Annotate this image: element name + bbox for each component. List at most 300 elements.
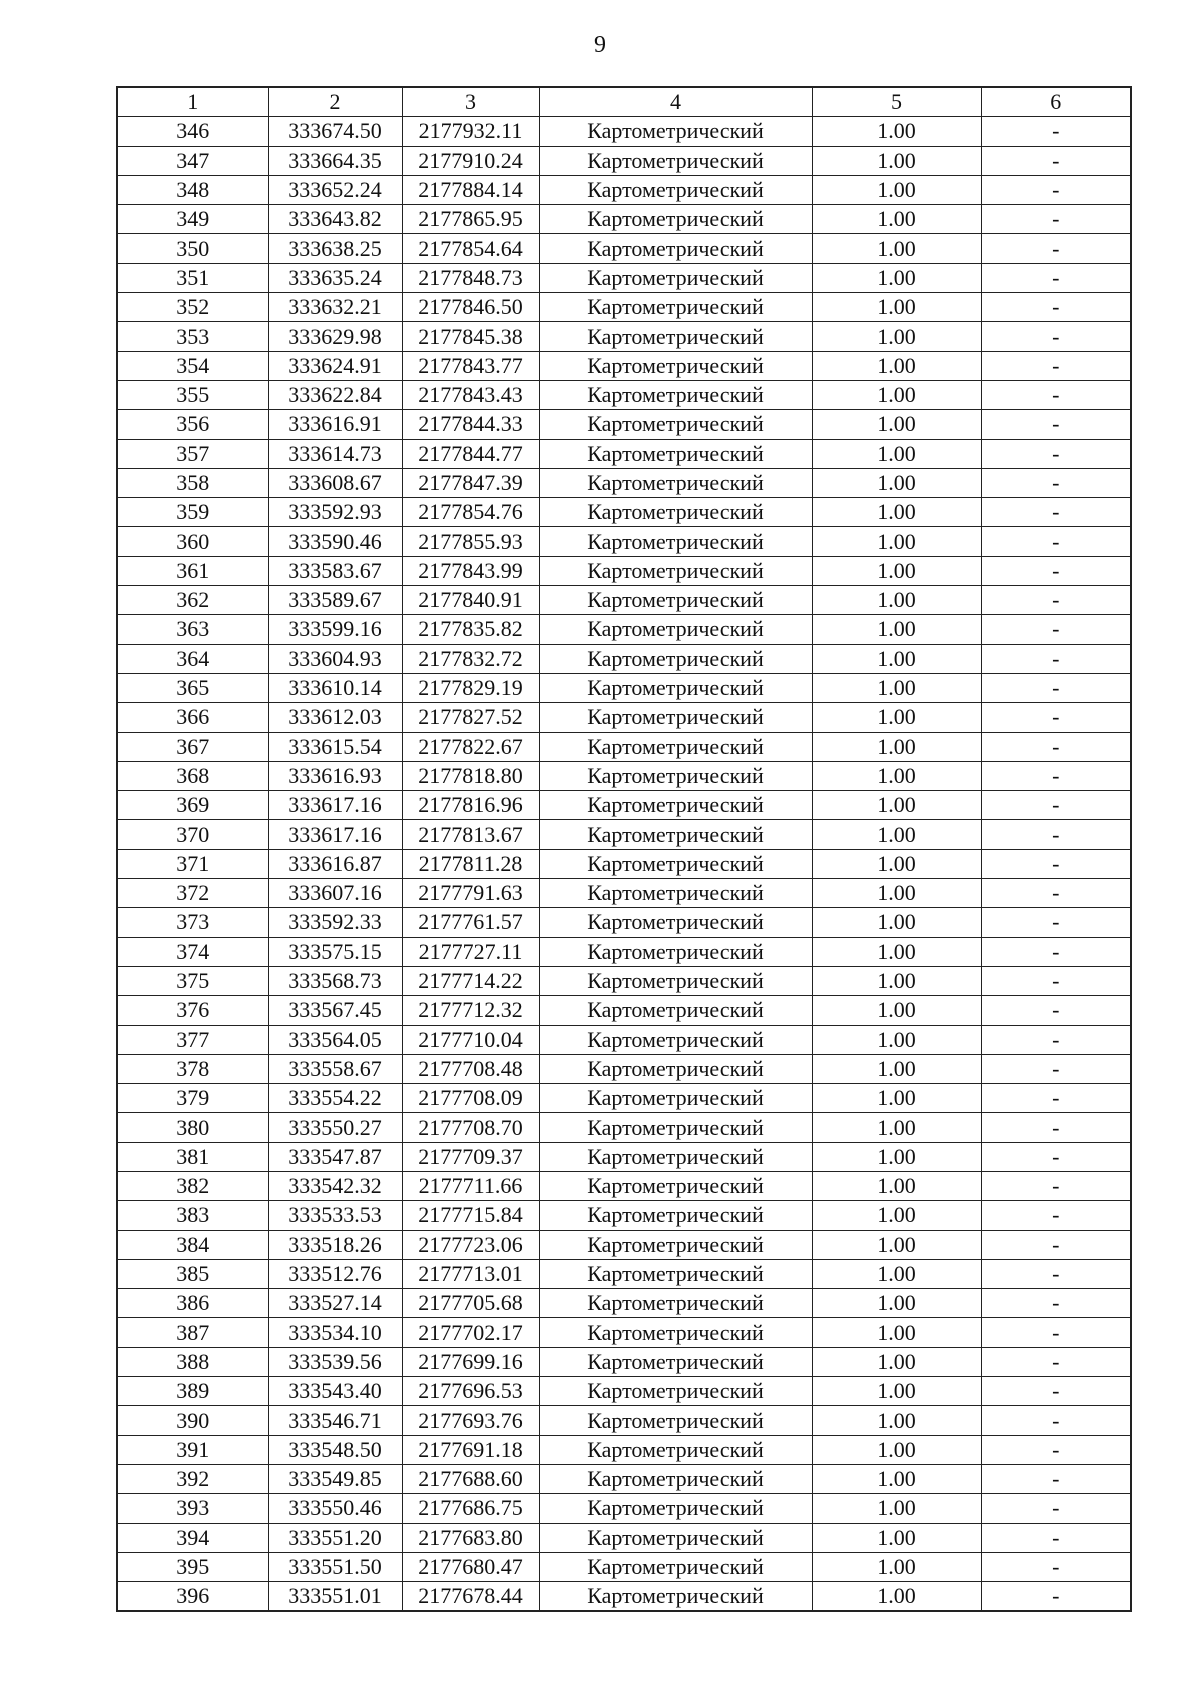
x-coordinate-cell: 333617.16 <box>268 791 402 820</box>
point-number-cell: 386 <box>117 1289 268 1318</box>
y-coordinate-cell: 2177708.48 <box>402 1054 539 1083</box>
note-cell: - <box>981 1289 1131 1318</box>
table-header-row <box>117 87 1131 117</box>
accuracy-cell: 1.00 <box>812 615 981 644</box>
x-coordinate-cell: 333629.98 <box>268 322 402 351</box>
table-row <box>117 439 1131 468</box>
x-coordinate-cell: 333551.50 <box>268 1552 402 1581</box>
x-coordinate-cell: 333589.67 <box>268 586 402 615</box>
note-cell: - <box>981 1113 1131 1142</box>
accuracy-cell: 1.00 <box>812 1084 981 1113</box>
y-coordinate-cell: 2177822.67 <box>402 732 539 761</box>
table-row <box>117 380 1131 409</box>
note-cell: - <box>981 410 1131 439</box>
table-row <box>117 1464 1131 1493</box>
table-row <box>117 937 1131 966</box>
table-row <box>117 527 1131 556</box>
column-header: 5 <box>812 87 981 117</box>
method-cell: Картометрический <box>539 556 812 585</box>
note-cell: - <box>981 996 1131 1025</box>
method-cell: Картометрический <box>539 820 812 849</box>
table-row <box>117 908 1131 937</box>
note-cell: - <box>981 761 1131 790</box>
x-coordinate-cell: 333550.46 <box>268 1494 402 1523</box>
method-cell: Картометрический <box>539 322 812 351</box>
y-coordinate-cell: 2177844.77 <box>402 439 539 468</box>
note-cell: - <box>981 1347 1131 1376</box>
y-coordinate-cell: 2177678.44 <box>402 1582 539 1612</box>
y-coordinate-cell: 2177835.82 <box>402 615 539 644</box>
table-row <box>117 1054 1131 1083</box>
x-coordinate-cell: 333674.50 <box>268 117 402 146</box>
point-number-cell: 392 <box>117 1464 268 1493</box>
method-cell: Картометрический <box>539 410 812 439</box>
y-coordinate-cell: 2177845.38 <box>402 322 539 351</box>
point-number-cell: 346 <box>117 117 268 146</box>
table-row <box>117 1142 1131 1171</box>
table-row <box>117 586 1131 615</box>
x-coordinate-cell: 333610.14 <box>268 673 402 702</box>
y-coordinate-cell: 2177848.73 <box>402 263 539 292</box>
x-coordinate-cell: 333614.73 <box>268 439 402 468</box>
x-coordinate-cell: 333554.22 <box>268 1084 402 1113</box>
table-row <box>117 322 1131 351</box>
accuracy-cell: 1.00 <box>812 293 981 322</box>
point-number-cell: 391 <box>117 1435 268 1464</box>
point-number-cell: 352 <box>117 293 268 322</box>
x-coordinate-cell: 333616.87 <box>268 849 402 878</box>
y-coordinate-cell: 2177711.66 <box>402 1171 539 1200</box>
x-coordinate-cell: 333512.76 <box>268 1259 402 1288</box>
table-row <box>117 556 1131 585</box>
method-cell: Картометрический <box>539 146 812 175</box>
table-row <box>117 1318 1131 1347</box>
accuracy-cell: 1.00 <box>812 673 981 702</box>
accuracy-cell: 1.00 <box>812 468 981 497</box>
note-cell: - <box>981 556 1131 585</box>
x-coordinate-cell: 333518.26 <box>268 1230 402 1259</box>
note-cell: - <box>981 1523 1131 1552</box>
point-number-cell: 379 <box>117 1084 268 1113</box>
x-coordinate-cell: 333548.50 <box>268 1435 402 1464</box>
note-cell: - <box>981 586 1131 615</box>
point-number-cell: 387 <box>117 1318 268 1347</box>
accuracy-cell: 1.00 <box>812 996 981 1025</box>
accuracy-cell: 1.00 <box>812 1025 981 1054</box>
note-cell: - <box>981 615 1131 644</box>
accuracy-cell: 1.00 <box>812 791 981 820</box>
method-cell: Картометрический <box>539 1523 812 1552</box>
x-coordinate-cell: 333599.16 <box>268 615 402 644</box>
table-row <box>117 673 1131 702</box>
y-coordinate-cell: 2177884.14 <box>402 175 539 204</box>
x-coordinate-cell: 333550.27 <box>268 1113 402 1142</box>
accuracy-cell: 1.00 <box>812 1142 981 1171</box>
x-coordinate-cell: 333612.03 <box>268 703 402 732</box>
method-cell: Картометрический <box>539 615 812 644</box>
accuracy-cell: 1.00 <box>812 1494 981 1523</box>
table-row <box>117 791 1131 820</box>
note-cell: - <box>981 908 1131 937</box>
method-cell: Картометрический <box>539 1142 812 1171</box>
method-cell: Картометрический <box>539 791 812 820</box>
note-cell: - <box>981 1318 1131 1347</box>
y-coordinate-cell: 2177708.09 <box>402 1084 539 1113</box>
accuracy-cell: 1.00 <box>812 1406 981 1435</box>
y-coordinate-cell: 2177686.75 <box>402 1494 539 1523</box>
point-number-cell: 357 <box>117 439 268 468</box>
x-coordinate-cell: 333534.10 <box>268 1318 402 1347</box>
method-cell: Картометрический <box>539 1347 812 1376</box>
y-coordinate-cell: 2177827.52 <box>402 703 539 732</box>
x-coordinate-cell: 333527.14 <box>268 1289 402 1318</box>
accuracy-cell: 1.00 <box>812 322 981 351</box>
x-coordinate-cell: 333575.15 <box>268 937 402 966</box>
column-header: 2 <box>268 87 402 117</box>
accuracy-cell: 1.00 <box>812 439 981 468</box>
table-body <box>117 117 1131 1612</box>
accuracy-cell: 1.00 <box>812 410 981 439</box>
table-row <box>117 1406 1131 1435</box>
accuracy-cell: 1.00 <box>812 937 981 966</box>
column-header: 4 <box>539 87 812 117</box>
x-coordinate-cell: 333546.71 <box>268 1406 402 1435</box>
accuracy-cell: 1.00 <box>812 556 981 585</box>
point-number-cell: 362 <box>117 586 268 615</box>
y-coordinate-cell: 2177702.17 <box>402 1318 539 1347</box>
note-cell: - <box>981 234 1131 263</box>
y-coordinate-cell: 2177843.77 <box>402 351 539 380</box>
accuracy-cell: 1.00 <box>812 527 981 556</box>
method-cell: Картометрический <box>539 644 812 673</box>
note-cell: - <box>981 263 1131 292</box>
point-number-cell: 381 <box>117 1142 268 1171</box>
table-row <box>117 879 1131 908</box>
table-row <box>117 1259 1131 1288</box>
point-number-cell: 385 <box>117 1259 268 1288</box>
table-row <box>117 498 1131 527</box>
point-number-cell: 390 <box>117 1406 268 1435</box>
y-coordinate-cell: 2177816.96 <box>402 791 539 820</box>
method-cell: Картометрический <box>539 1084 812 1113</box>
point-number-cell: 348 <box>117 175 268 204</box>
table-row <box>117 996 1131 1025</box>
x-coordinate-cell: 333632.21 <box>268 293 402 322</box>
point-number-cell: 383 <box>117 1201 268 1230</box>
point-number-cell: 347 <box>117 146 268 175</box>
point-number-cell: 363 <box>117 615 268 644</box>
x-coordinate-cell: 333539.56 <box>268 1347 402 1376</box>
point-number-cell: 358 <box>117 468 268 497</box>
table-row <box>117 205 1131 234</box>
y-coordinate-cell: 2177691.18 <box>402 1435 539 1464</box>
method-cell: Картометрический <box>539 996 812 1025</box>
x-coordinate-cell: 333590.46 <box>268 527 402 556</box>
method-cell: Картометрический <box>539 1201 812 1230</box>
method-cell: Картометрический <box>539 1025 812 1054</box>
method-cell: Картометрический <box>539 1289 812 1318</box>
table-row <box>117 1201 1131 1230</box>
method-cell: Картометрический <box>539 380 812 409</box>
point-number-cell: 356 <box>117 410 268 439</box>
accuracy-cell: 1.00 <box>812 879 981 908</box>
point-number-cell: 367 <box>117 732 268 761</box>
method-cell: Картометрический <box>539 732 812 761</box>
x-coordinate-cell: 333635.24 <box>268 263 402 292</box>
note-cell: - <box>981 820 1131 849</box>
method-cell: Картометрический <box>539 117 812 146</box>
page-number: 9 <box>594 32 606 58</box>
table-row <box>117 117 1131 146</box>
method-cell: Картометрический <box>539 1230 812 1259</box>
table-row <box>117 849 1131 878</box>
point-number-cell: 377 <box>117 1025 268 1054</box>
x-coordinate-cell: 333652.24 <box>268 175 402 204</box>
y-coordinate-cell: 2177714.22 <box>402 966 539 995</box>
note-cell: - <box>981 879 1131 908</box>
method-cell: Картометрический <box>539 234 812 263</box>
table-row <box>117 1289 1131 1318</box>
note-cell: - <box>981 439 1131 468</box>
accuracy-cell: 1.00 <box>812 1464 981 1493</box>
accuracy-cell: 1.00 <box>812 761 981 790</box>
x-coordinate-cell: 333638.25 <box>268 234 402 263</box>
accuracy-cell: 1.00 <box>812 1201 981 1230</box>
table-row <box>117 1552 1131 1581</box>
x-coordinate-cell: 333542.32 <box>268 1171 402 1200</box>
method-cell: Картометрический <box>539 703 812 732</box>
method-cell: Картометрический <box>539 908 812 937</box>
method-cell: Картометрический <box>539 1377 812 1406</box>
table-row <box>117 1582 1131 1612</box>
note-cell: - <box>981 1201 1131 1230</box>
point-number-cell: 353 <box>117 322 268 351</box>
table-row <box>117 820 1131 849</box>
x-coordinate-cell: 333616.91 <box>268 410 402 439</box>
y-coordinate-cell: 2177843.99 <box>402 556 539 585</box>
point-number-cell: 375 <box>117 966 268 995</box>
accuracy-cell: 1.00 <box>812 966 981 995</box>
accuracy-cell: 1.00 <box>812 644 981 673</box>
y-coordinate-cell: 2177811.28 <box>402 849 539 878</box>
point-number-cell: 359 <box>117 498 268 527</box>
accuracy-cell: 1.00 <box>812 1435 981 1464</box>
method-cell: Картометрический <box>539 1435 812 1464</box>
x-coordinate-cell: 333547.87 <box>268 1142 402 1171</box>
accuracy-cell: 1.00 <box>812 234 981 263</box>
table-row <box>117 263 1131 292</box>
method-cell: Картометрический <box>539 1464 812 1493</box>
column-header: 6 <box>981 87 1131 117</box>
coordinates-table <box>116 86 1132 1612</box>
x-coordinate-cell: 333615.54 <box>268 732 402 761</box>
note-cell: - <box>981 849 1131 878</box>
method-cell: Картометрический <box>539 293 812 322</box>
point-number-cell: 364 <box>117 644 268 673</box>
y-coordinate-cell: 2177708.70 <box>402 1113 539 1142</box>
y-coordinate-cell: 2177713.01 <box>402 1259 539 1288</box>
table-row <box>117 351 1131 380</box>
note-cell: - <box>981 1084 1131 1113</box>
note-cell: - <box>981 527 1131 556</box>
accuracy-cell: 1.00 <box>812 1377 981 1406</box>
point-number-cell: 351 <box>117 263 268 292</box>
point-number-cell: 355 <box>117 380 268 409</box>
x-coordinate-cell: 333549.85 <box>268 1464 402 1493</box>
note-cell: - <box>981 966 1131 995</box>
table-row <box>117 615 1131 644</box>
point-number-cell: 372 <box>117 879 268 908</box>
point-number-cell: 368 <box>117 761 268 790</box>
x-coordinate-cell: 333564.05 <box>268 1025 402 1054</box>
accuracy-cell: 1.00 <box>812 1054 981 1083</box>
x-coordinate-cell: 333533.53 <box>268 1201 402 1230</box>
accuracy-cell: 1.00 <box>812 1347 981 1376</box>
note-cell: - <box>981 351 1131 380</box>
x-coordinate-cell: 333543.40 <box>268 1377 402 1406</box>
y-coordinate-cell: 2177840.91 <box>402 586 539 615</box>
table-row <box>117 1377 1131 1406</box>
method-cell: Картометрический <box>539 205 812 234</box>
method-cell: Картометрический <box>539 937 812 966</box>
method-cell: Картометрический <box>539 1259 812 1288</box>
note-cell: - <box>981 205 1131 234</box>
y-coordinate-cell: 2177688.60 <box>402 1464 539 1493</box>
note-cell: - <box>981 1054 1131 1083</box>
point-number-cell: 371 <box>117 849 268 878</box>
method-cell: Картометрический <box>539 879 812 908</box>
y-coordinate-cell: 2177761.57 <box>402 908 539 937</box>
x-coordinate-cell: 333608.67 <box>268 468 402 497</box>
point-number-cell: 373 <box>117 908 268 937</box>
method-cell: Картометрический <box>539 1318 812 1347</box>
accuracy-cell: 1.00 <box>812 703 981 732</box>
method-cell: Картометрический <box>539 498 812 527</box>
table-row <box>117 1171 1131 1200</box>
x-coordinate-cell: 333592.33 <box>268 908 402 937</box>
note-cell: - <box>981 703 1131 732</box>
accuracy-cell: 1.00 <box>812 908 981 937</box>
y-coordinate-cell: 2177932.11 <box>402 117 539 146</box>
table-row <box>117 1113 1131 1142</box>
point-number-cell: 365 <box>117 673 268 702</box>
table-row <box>117 175 1131 204</box>
y-coordinate-cell: 2177854.64 <box>402 234 539 263</box>
note-cell: - <box>981 1494 1131 1523</box>
y-coordinate-cell: 2177846.50 <box>402 293 539 322</box>
point-number-cell: 349 <box>117 205 268 234</box>
point-number-cell: 382 <box>117 1171 268 1200</box>
x-coordinate-cell: 333624.91 <box>268 351 402 380</box>
x-coordinate-cell: 333622.84 <box>268 380 402 409</box>
y-coordinate-cell: 2177847.39 <box>402 468 539 497</box>
method-cell: Картометрический <box>539 1171 812 1200</box>
note-cell: - <box>981 1552 1131 1581</box>
table-row <box>117 410 1131 439</box>
point-number-cell: 396 <box>117 1582 268 1612</box>
accuracy-cell: 1.00 <box>812 263 981 292</box>
x-coordinate-cell: 333592.93 <box>268 498 402 527</box>
point-number-cell: 374 <box>117 937 268 966</box>
table-row <box>117 1025 1131 1054</box>
table-row <box>117 761 1131 790</box>
note-cell: - <box>981 468 1131 497</box>
table-row <box>117 1523 1131 1552</box>
y-coordinate-cell: 2177715.84 <box>402 1201 539 1230</box>
y-coordinate-cell: 2177705.68 <box>402 1289 539 1318</box>
x-coordinate-cell: 333617.16 <box>268 820 402 849</box>
table-row <box>117 234 1131 263</box>
accuracy-cell: 1.00 <box>812 849 981 878</box>
y-coordinate-cell: 2177696.53 <box>402 1377 539 1406</box>
point-number-cell: 360 <box>117 527 268 556</box>
column-header: 1 <box>117 87 268 117</box>
accuracy-cell: 1.00 <box>812 732 981 761</box>
method-cell: Картометрический <box>539 1054 812 1083</box>
note-cell: - <box>981 146 1131 175</box>
table-row <box>117 644 1131 673</box>
note-cell: - <box>981 673 1131 702</box>
table-row <box>117 468 1131 497</box>
column-header: 3 <box>402 87 539 117</box>
method-cell: Картометрический <box>539 1494 812 1523</box>
y-coordinate-cell: 2177699.16 <box>402 1347 539 1376</box>
point-number-cell: 366 <box>117 703 268 732</box>
point-number-cell: 369 <box>117 791 268 820</box>
table-row <box>117 1230 1131 1259</box>
x-coordinate-cell: 333568.73 <box>268 966 402 995</box>
x-coordinate-cell: 333551.20 <box>268 1523 402 1552</box>
method-cell: Картометрический <box>539 673 812 702</box>
accuracy-cell: 1.00 <box>812 380 981 409</box>
accuracy-cell: 1.00 <box>812 351 981 380</box>
y-coordinate-cell: 2177727.11 <box>402 937 539 966</box>
point-number-cell: 393 <box>117 1494 268 1523</box>
y-coordinate-cell: 2177813.67 <box>402 820 539 849</box>
y-coordinate-cell: 2177710.04 <box>402 1025 539 1054</box>
y-coordinate-cell: 2177844.33 <box>402 410 539 439</box>
method-cell: Картометрический <box>539 351 812 380</box>
note-cell: - <box>981 1230 1131 1259</box>
accuracy-cell: 1.00 <box>812 146 981 175</box>
point-number-cell: 394 <box>117 1523 268 1552</box>
method-cell: Картометрический <box>539 175 812 204</box>
point-number-cell: 389 <box>117 1377 268 1406</box>
x-coordinate-cell: 333551.01 <box>268 1582 402 1612</box>
y-coordinate-cell: 2177865.95 <box>402 205 539 234</box>
method-cell: Картометрический <box>539 468 812 497</box>
accuracy-cell: 1.00 <box>812 820 981 849</box>
note-cell: - <box>981 644 1131 673</box>
note-cell: - <box>981 732 1131 761</box>
note-cell: - <box>981 1464 1131 1493</box>
accuracy-cell: 1.00 <box>812 1552 981 1581</box>
accuracy-cell: 1.00 <box>812 1259 981 1288</box>
point-number-cell: 354 <box>117 351 268 380</box>
method-cell: Картометрический <box>539 1582 812 1612</box>
table-row <box>117 1494 1131 1523</box>
point-number-cell: 380 <box>117 1113 268 1142</box>
method-cell: Картометрический <box>539 1406 812 1435</box>
accuracy-cell: 1.00 <box>812 1113 981 1142</box>
y-coordinate-cell: 2177693.76 <box>402 1406 539 1435</box>
accuracy-cell: 1.00 <box>812 175 981 204</box>
table-row <box>117 293 1131 322</box>
method-cell: Картометрический <box>539 761 812 790</box>
note-cell: - <box>981 1582 1131 1612</box>
note-cell: - <box>981 293 1131 322</box>
y-coordinate-cell: 2177829.19 <box>402 673 539 702</box>
